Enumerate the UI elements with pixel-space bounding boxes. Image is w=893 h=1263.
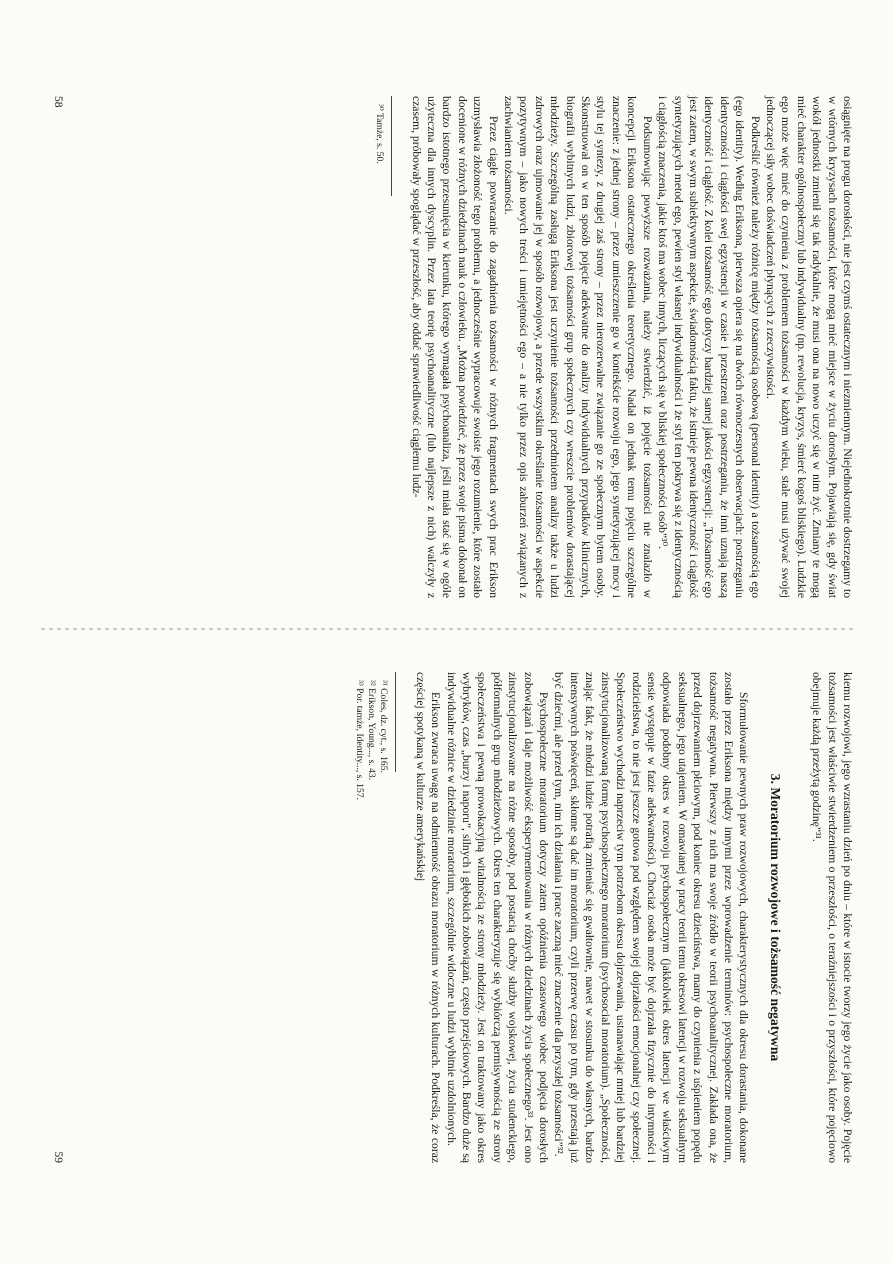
paragraph: Psychospołeczne moratorium dotyczy zatem opóźnienia czasowego wobec podjęcia dorosłych zobowiązań i daje możliwość eksperymentowania w różnych dziedzinach życia społecznego³³. Jest ono zinstytucjonalizowane na różne sposoby, pod postacią choćby służby wojskowej, życia studenckiego, półformalnych grup młodzieżowych. Okres ten charakteryzuje się wybiórczą permisywnością ze strony społeczeństwa i pewną prowokacyjną witalnością ze strony młodzieży. Jest on traktowany jako okres wybryków, czas „burzy i naporu”, silnych i głębokich zobowiązań, często przejściowych. Bardzo duże są indywidualne różnice w dziedzinie moratorium, szczególnie widoczne u ludzi wybitnie uzdolnionych. — [444, 672, 551, 1163]
section-heading: 3. Moratorium rozwojowe i tożsamość negatywna — [767, 773, 783, 1062]
page-number: 58 — [52, 96, 65, 108]
footnote: ³² Erikson, Young..., s. 43. — [366, 680, 378, 781]
paragraph: Erikson zwraca uwagę na odmienność obrazu moratorium w różnych kulturach. Podkreśla, że coraz częściej spotykaną w kulturze amerykańskiej — [413, 672, 443, 1163]
paragraph: osiągnięte na progu dorosłości, nie jest czymś ostatecznym i niezmiennym. Niejednokrotnie dostrzegamy to w wtórnych kryzysach tożsamości, które mogą mieć miejsce w życiu dorosłym. Pojawiają się, gdy świat wokół jednostki zmienił się tak radykalnie, że musi ona na nowo uczyć się w nim żyć. Zmiany te mogą mieć charakter ogólnospołeczny lub indywidualny (np. rewolucja, kryzys, śmierć kogoś bliskiego). Ludzkie ego może więc mieć do czynienia z problemem tożsamości w każdym wieku, stale musi używać swojej jednoczącej siły wobec doświadczeń płynących z rzeczywistości. — [763, 96, 854, 598]
paragraph: Podkreślić również należy różnicę między tożsamością osobową (personal identity) a tożsamością ego (ego identity). Według Eriksona, pierwsza opiera się na dwóch równoczesnych obserwacjach: postrzeganiu identyczności i ciągłości swej egzystencji w czasie i przestrzeni oraz postrzeganiu, że inni uznają naszą identyczność i ciągłość. Z kolei tożsamość ego dotyczy bardziej samej jakości egzystencji: „Tożsamość ego jest zatem, w swym subiektywnym aspekcie, świadomością faktu, że istnieje pewna identyczność i ciągłość syntetyzujących metod ego, pewien styl własnej indywidualności i że styl ten pokrywa się z identycznością i ciągłością znaczenia, jakie ktoś ma wobec innych, liczących się w bliskiej społeczności osób”³⁰. — [656, 96, 762, 598]
footnote: ³⁰ Tamże, s. 50. — [374, 104, 386, 164]
footnote: ³³ Por. tamże, Identity..., s. 157. — [354, 680, 366, 800]
paragraph: Podsumowując powyższe rozważania, należy stwierdzić, iż pojęcie tożsamości nie znalazło w koncepcji Eriksona ostatecznego określenia teoretycznego. Nadał on jednak temu pojęciu szczególne znaczenie: z jednej strony – przez umieszczenie go w kontekście rozwoju ego, jego syntetyzującej mocy i stylu tej syntezy, z drugiej zaś strony – przez nierozerwalne związanie go ze społecznym bytem osoby. Skonstruował on w ten sposób pojęcie adekwatne do analizy indywidualnych przypadków klinicznych, biografii wybitnych ludzi, zbiorowej tożsamości grup społecznych czy wreszcie problemów dorastającej młodzieży. Szczególną zasługą Eriksona jest uczynienie tożsamości przedmiotem analizy także u ludzi zdrowych oraz ujmowanie jej w sposób rozwojowy, a przede wszystkim określanie tożsamości w aspekcie pozytywnym – jako nowych treści i umiejętności ego – a nie tylko przez opis zaburzeń związanych z zachwianiem tożsamości. — [502, 96, 654, 598]
footnote: ³¹ Coles, dz. cyt., s. 165. — [378, 680, 390, 773]
footnote-rule — [395, 672, 396, 772]
right-page — [0, 632, 893, 1263]
page-number: 59 — [52, 1151, 65, 1163]
footnote-rule — [391, 96, 392, 196]
paragraph: kiemu rozwojowi, jego wzrastaniu dzień po dniu – które w istocie tworzy jego życie jako osoby. Pojęcie tożsamości jest właściwie stwierdzeniem o przeszłości, o teraźniejszości i o przyszłości, które pojęciowo obejmuje każdą przeżytą godzinę”³¹. — [810, 672, 854, 1163]
paragraph: Sformułowanie pewnych praw rozwojowych, charakterystycznych dla okresu dorastania, dokonane zostało przez Eriksona między innymi przez wprowadzenie terminów: psychospołeczne moratorium, tożsamość negatywna. Pierwszy z nich ma swoje źródło w teorii psychoanalitycznej. Zakłada ona, że przed dojrzewaniem płciowym, pod koniec okresu dzieciństwa, mamy do czynienia z uśpieniem popędu seksualnego, jego utajeniem. W omawianej w pracy teorii temu okresowi latencji w rozwoju seksualnym odpowiada podobny okres w rozwoju psychospołecznym (jakkolwiek okres latencji we właściwym sensie występuje w fazie adekwatności). Chociaż osoba może być dojrzała fizycznie do intymności i rodzicielstwa, to nie jest jeszcze gotowa pod względem swojej dojrzałości emocjonalnej czy społecznej. Społeczeństwo wychodzi naprzeciw tym potrzebom okresu dojrzewania, ustanawiając mniej lub bardziej zinstytucjonalizowaną formę psychospołecznego moratorium (psychosocial moratorium). „Społeczności, znając fakt, że młodzi ludzie potrafią zmieniać się gwałtownie, nawet w stosunku do własnych, bardzo intensywnych poświęceń, skłonne są dać im moratorium, czyli przerwę czasu po tym, gdy przestają już być dziećmi, ale przed tym, nim ich działania i prace zaczną mieć znaczenie dla przyszłej tożsamości”³². — [552, 672, 751, 1163]
page-gutter — [38, 628, 853, 630]
paragraph: Przez ciągłe powracanie do zagadnienia tożsamości w różnych fragmentach swych prac Erikson uzmysławia złożoność tego problemu, a jednocześnie wypracowuje swoiste jego rozumienie, które zostało docenione w różnych dziedzinach nauk o człowieku. „Można powiedzieć, że przez swoje pisma dokonał on bardzo istotnego przesunięcia w kierunku, którego wymagała psychoanaliza, jeśli miała stać się w ogóle użyteczna dla innych dyscyplin. Przez lata teorię psychoanalityczne (lub najlepsze z nich) walczyły z czasem, próbowały spoglądać w przeszłość, aby oddać sprawiedliwość ciągłemu ludz- — [409, 96, 500, 598]
